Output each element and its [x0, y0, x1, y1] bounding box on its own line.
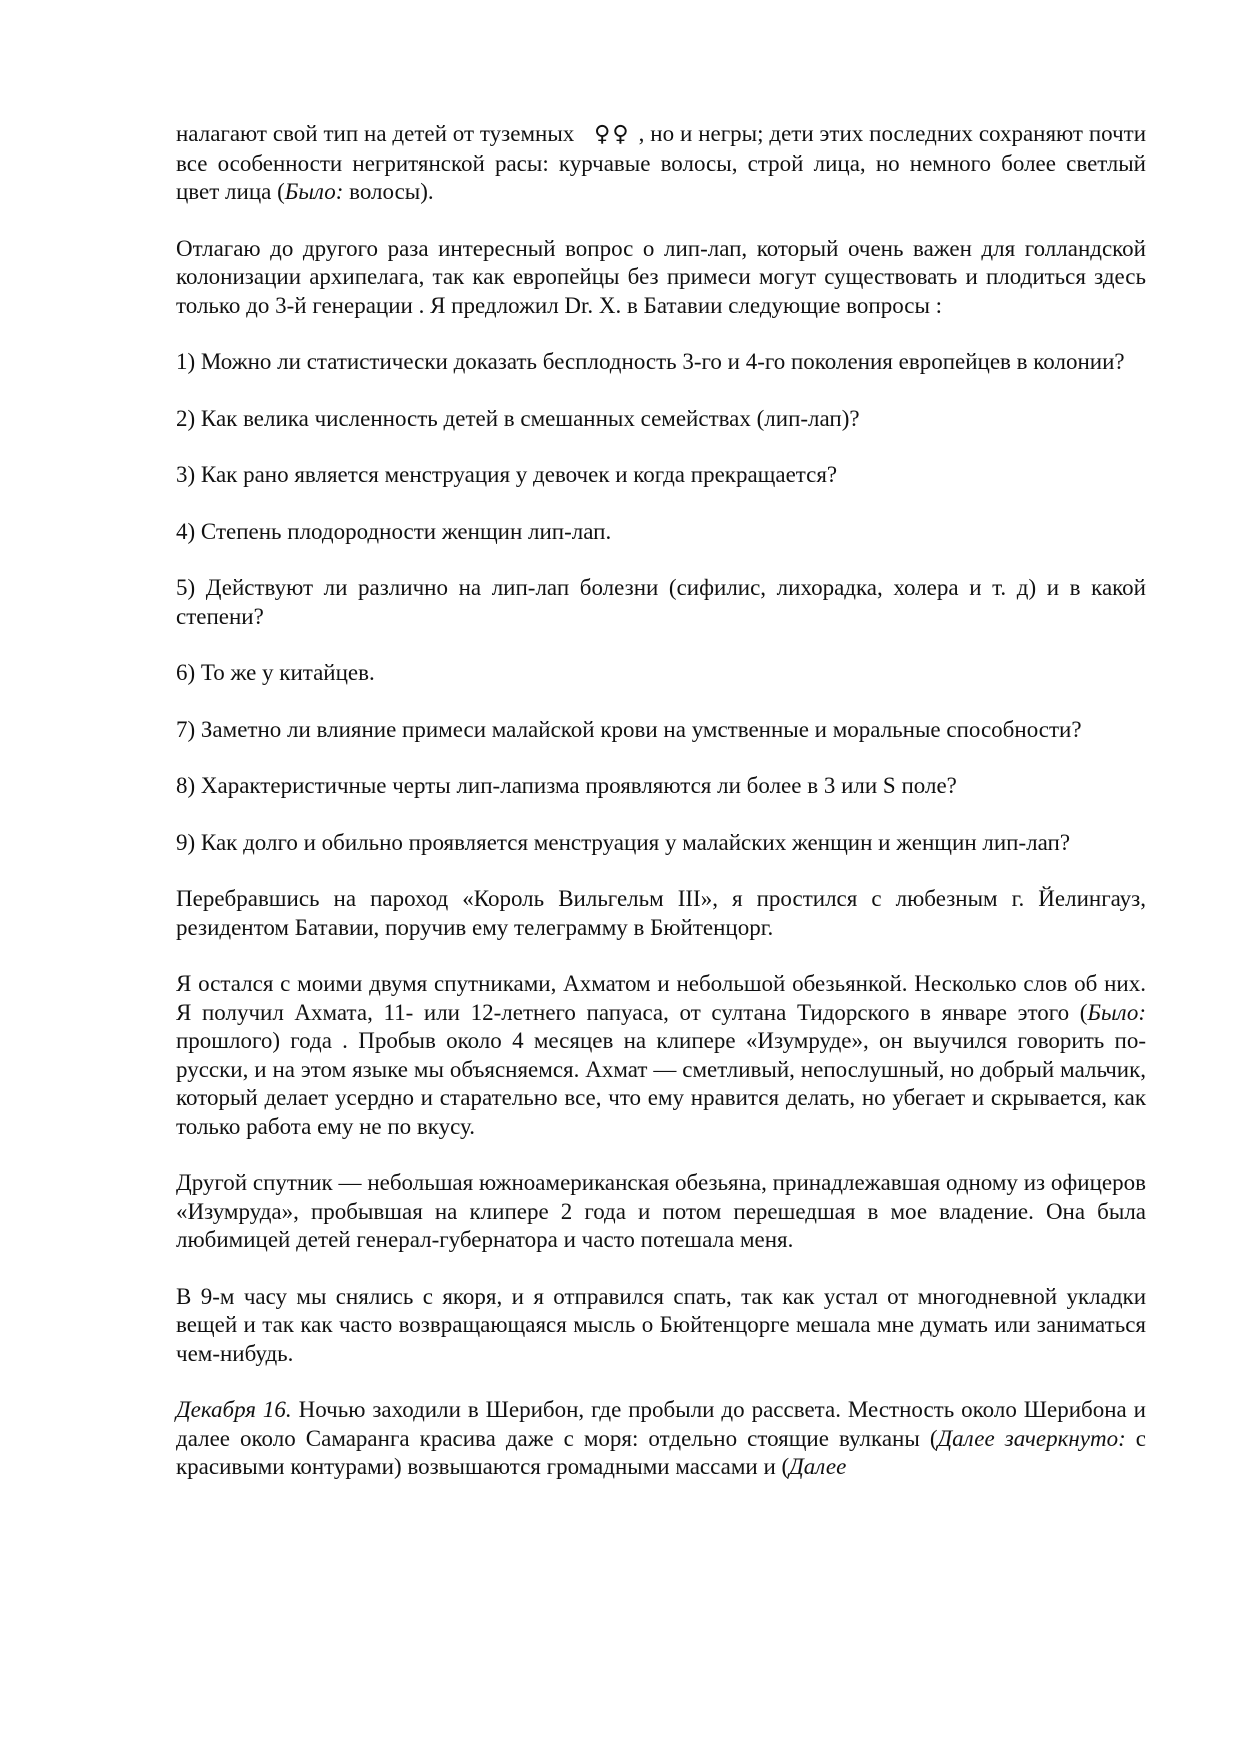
question-1 [176, 348, 1146, 377]
question-5 [176, 574, 1146, 631]
female-symbols: ♀♀ [594, 122, 631, 147]
paragraph-anchor [176, 1283, 1146, 1369]
paragraph-steamer-text: Перебравшись на пароход «Король Вильгельм III», я простился с любезным г. Йелингауз, резидентом Батавии, поручив ему телеграмму в Бюйтенцорг. [176, 886, 1146, 940]
paragraph-monkey-text: Другой спутник — небольшая южноамериканская обезьяна, принадлежавшая одному из офицеров «Изумруда», пробывшая на клипере 2 года и потом перешедшая в мое владение. Она была любимицей детей генерал-губернатора и часто потешала меня. [176, 1170, 1146, 1252]
paragraph-1-text: Отлагаю до другого раза интересный вопрос о лип-лап, который очень важен для голландской колонизации архипелага, так как европейцы без примеси могут существовать и плодиться здесь только до 3-й генерации . Я предложил Dr. X. в Батавии следующие вопросы : [176, 235, 1146, 318]
paragraph-anchor-text: В 9-м часу мы снялись с якоря, и я отправился спать, так как устал от многодневной укладки вещей и так как часто возвращающаяся мысль о Бюйтенцорге мешала мне думать или заниматься чем-нибудь. [176, 1283, 1146, 1366]
editorial-note-bylo: Было: [284, 179, 344, 204]
editorial-note-crossed-out: Далее зачеркнуто: [937, 1425, 1126, 1451]
question-8-text: 8) Характеристичные черты лип-лапизма проявляются ли более в 3 или S поле? [176, 773, 957, 798]
question-6-text: 6) То же у китайцев. [176, 660, 375, 685]
question-2-text: 2) Как велика численность детей в смешанных семействах (лип-лап)? [176, 405, 860, 431]
paragraph-companions [176, 970, 1146, 1141]
paragraph-monkey [176, 1169, 1146, 1255]
paragraph-1 [176, 235, 1146, 321]
question-3-text: 3) Как рано является менструация у девочек и когда прекращается? [176, 462, 838, 487]
question-1-text: 1) Можно ли статистически доказать бесплодность 3-го и 4-го поколения европейцев в колонии? [176, 349, 1125, 374]
question-4 [176, 518, 1146, 547]
editorial-note-bylo-2: Было: [1087, 999, 1146, 1025]
paragraph-december-16 [176, 1396, 1146, 1482]
question-8 [176, 772, 1146, 801]
paragraph-december-16-text-3: с красивыми контурами) возвышаются громадными массами и ( [176, 1425, 1146, 1479]
paragraph-december-16-text-1: Ночью заходили в Шерибон, где пробыли до рассвета. Местность около Шерибона и далее около Самаранга красива даже с моря: отдельно стоящие вулканы ( [176, 1397, 1146, 1451]
question-2 [176, 405, 1146, 434]
question-9 [176, 829, 1146, 858]
document-page [176, 120, 1146, 1482]
question-4-text: 4) Степень плодородности женщин лип-лап. [176, 518, 612, 544]
paragraph-0 [176, 120, 1146, 207]
paragraph-0-text-4: волосы). [343, 179, 434, 204]
question-7 [176, 716, 1146, 745]
paragraph-steamer [176, 885, 1146, 942]
question-3 [176, 461, 1146, 490]
paragraph-0-text-0: налагают свой тип на детей от туземных [176, 121, 581, 146]
editorial-note-dalee: Далее [789, 1454, 847, 1479]
paragraph-companions-text-2: прошлого) года . Пробыв около 4 месяцев на клипере «Изумруде», он выучился говорить по-русски, и на этом языке мы объясняемся. Ахмат — сметливый, непослушный, но добрый мальчик, который делает усердно и старательно все, что ему нравится делать, но убегает и скрывается, как только работа ему не по вкусу. [176, 1028, 1146, 1139]
question-9-text: 9) Как долго и обильно проявляется менструация у малайских женщин и женщин лип-лап? [176, 829, 1071, 855]
question-5-text: 5) Действуют ли различно на лип-лап болезни (сифилис, лихорадка, холера и т. д) и в какой степени? [176, 575, 1146, 629]
question-7-text: 7) Заметно ли влияние примеси малайской крови на умственные и моральные способности? [176, 716, 1082, 742]
paragraph-0-text-2: , но и негры; дети этих последних сохраняют почти все особенности негритянской расы: курчавые волосы, строй лица, но немного более светлый цвет лица ( [176, 121, 1147, 204]
question-6 [176, 659, 1146, 688]
paragraph-companions-text-0: Я остался с моими двумя спутниками, Ахматом и небольшой обезьянкой. Несколько слов об них. Я получил Ахмата, 11- или 12-летнего папуаса, от султана Тидорского в январе этого ( [176, 971, 1146, 1025]
date-heading: Декабря 16. [176, 1397, 292, 1422]
